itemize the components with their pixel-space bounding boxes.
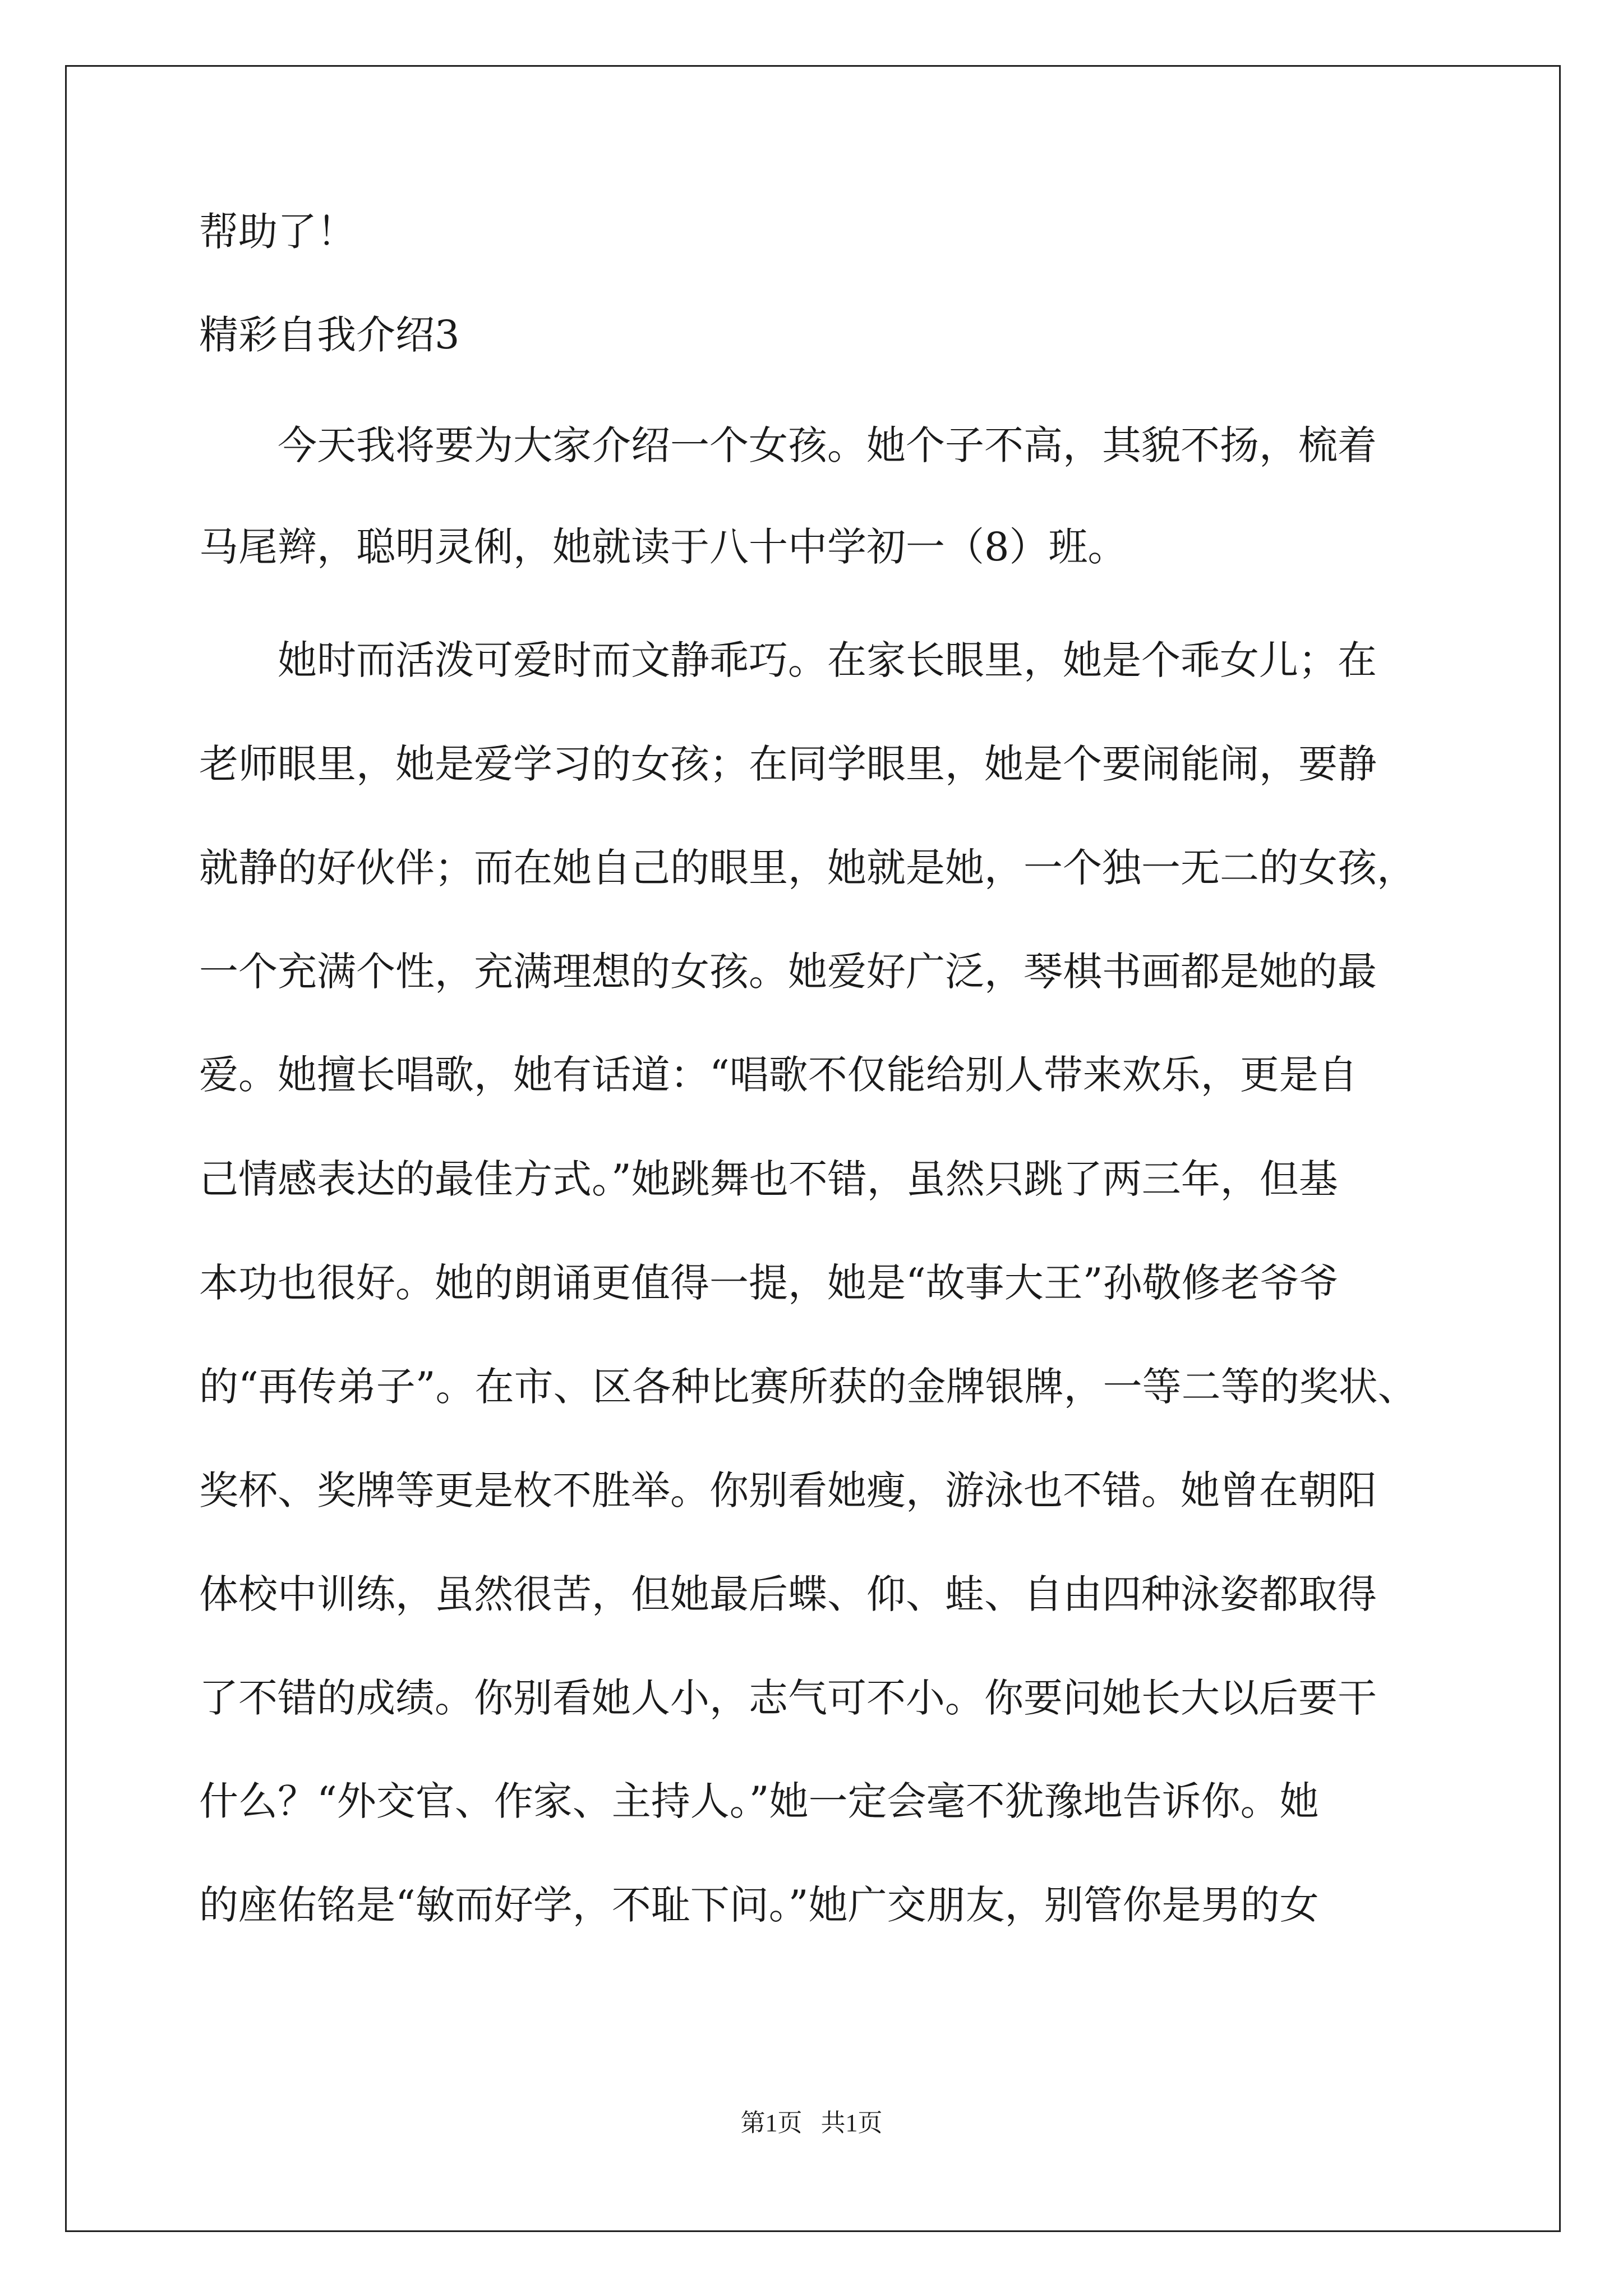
text-line-10: 己情感表达的最佳方式。”她跳舞也不错，虽然只跳了两三年，但基 <box>199 1156 1338 1202</box>
text-line-4: 马尾辫，聪明灵俐，她就读于八十中学初一（8）班。 <box>199 524 1127 570</box>
text-line-5: 她时而活泼可爱时而文静乖巧。在家长眼里，她是个乖女儿；在 <box>278 637 1377 683</box>
section-heading: 精彩自我介绍3 <box>199 312 460 358</box>
text-line-3: 今天我将要为大家介绍一个女孩。她个子不高，其貌不扬，梳着 <box>278 422 1377 468</box>
text-line-9: 爱。她擅长唱歌，她有话道：“唱歌不仅能给别人带来欢乐，更是自 <box>199 1052 1358 1098</box>
text-line-7: 就静的好伙伴；而在她自己的眼里，她就是她，一个独一无二的女孩， <box>199 845 1416 891</box>
text-line-8: 一个充满个性，充满理想的女孩。她爱好广泛，琴棋书画都是她的最 <box>199 949 1377 995</box>
text-line-13: 奖杯、奖牌等更是枚不胜举。你别看她瘦，游泳也不错。她曾在朝阳 <box>199 1467 1377 1513</box>
text-line-16: 什么？“外交官、作家、主持人。”她一定会毫不犹豫地告诉你。她 <box>199 1778 1319 1824</box>
text-line-11: 本功也很好。她的朗诵更值得一提，她是“故事大王”孙敬修老爷爷 <box>199 1260 1339 1306</box>
page-number-footer: 第1页 共1页 <box>740 2109 883 2137</box>
text-line-14: 体校中训练，虽然很苦，但她最后蝶、仰、蛙、自由四种泳姿都取得 <box>199 1571 1377 1617</box>
text-line-17: 的座佑铭是“敏而好学，不耻下问。”她广交朋友，别管你是男的女 <box>199 1882 1319 1928</box>
text-line-6: 老师眼里，她是爱学习的女孩；在同学眼里，她是个要闹能闹，要静 <box>199 741 1377 787</box>
text-line-1: 帮助了！ <box>199 209 356 255</box>
text-line-12: 的“再传弟子”。在市、区各种比赛所获的金牌银牌，一等二等的奖状、 <box>199 1364 1417 1410</box>
text-line-15: 了不错的成绩。你别看她人小，志气可不小。你要问她长大以后要干 <box>199 1675 1377 1721</box>
